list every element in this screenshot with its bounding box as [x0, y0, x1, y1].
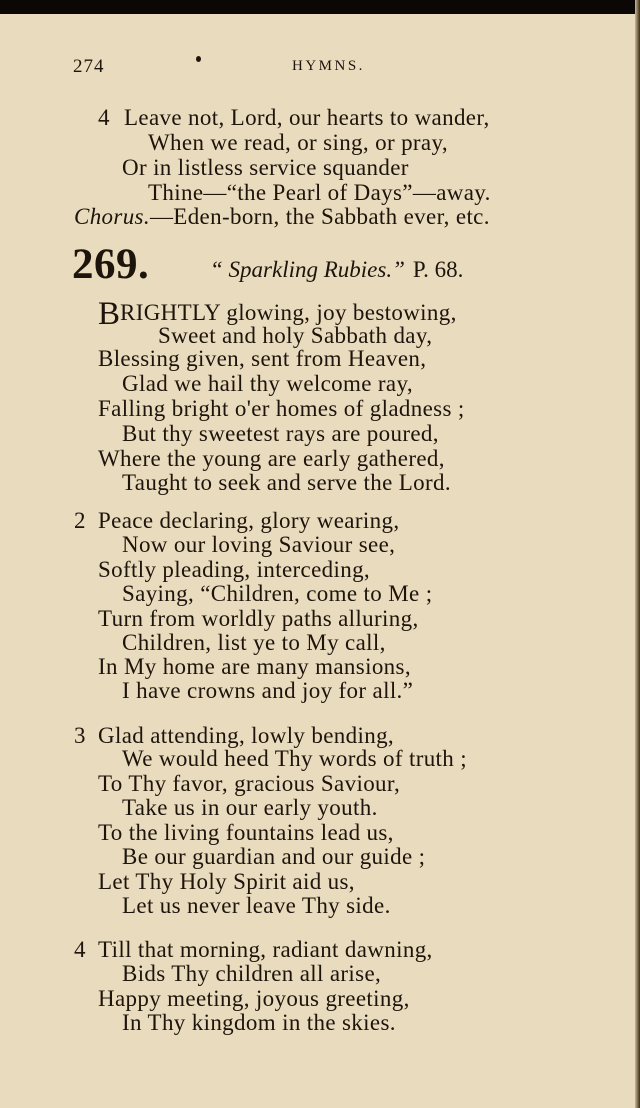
verse-line: Be our guardian and our guide ;	[122, 844, 426, 869]
verse-number: 3	[74, 723, 86, 748]
verse-line: We would heed Thy words of truth ;	[122, 746, 467, 771]
tune-page: P. 68.	[412, 257, 464, 282]
verse-line: Blessing given, sent from Heaven,	[98, 346, 427, 371]
verse-line: Happy meeting, joyous greeting,	[98, 986, 410, 1011]
ink-speck	[196, 56, 201, 62]
verse-line: In My home are many mansions,	[98, 654, 411, 679]
tune-name: “ Sparkling Rubies.”	[210, 257, 405, 282]
chorus-line	[74, 204, 490, 229]
page-number: 274	[73, 56, 105, 77]
verse-line: Sweet and holy Sabbath day,	[158, 323, 433, 348]
verse-line: Turn from worldly paths alluring,	[98, 606, 419, 631]
verse-line: Peace declaring, glory wearing,	[98, 508, 400, 533]
verse-line: Let Thy Holy Spirit aid us,	[98, 869, 355, 894]
verse-line-text: RIGHTLY glowing, joy bestowing,	[120, 300, 457, 325]
chorus-label: Chorus.	[74, 204, 150, 229]
verse-line: Thine—“the Pearl of Days”—away.	[148, 180, 491, 205]
verse-line: Bids Thy children all arise,	[122, 961, 382, 986]
verse-line: Glad we hail thy welcome ray,	[122, 371, 413, 396]
page-top-edge	[0, 0, 640, 14]
verse-number: 4	[74, 937, 86, 962]
verse-number: 4	[98, 105, 110, 130]
tune-reference	[210, 257, 463, 283]
verse-line: Till that morning, radiant dawning,	[98, 937, 433, 962]
verse-line: Falling bright o'er homes of gladness ;	[98, 396, 465, 421]
verse-line: Let us never leave Thy side.	[122, 893, 391, 918]
verse-line: Saying, “Children, come to Me ;	[122, 581, 433, 606]
verse-line: To Thy favor, gracious Saviour,	[98, 771, 401, 796]
hymn-number: 269.	[72, 241, 150, 288]
running-title: HYMNS.	[292, 58, 365, 74]
verse-line: Now our loving Saviour see,	[122, 532, 396, 557]
verse-line: Leave not, Lord, our hearts to wander,	[124, 105, 490, 130]
verse-line: Take us in our early youth.	[122, 795, 378, 820]
page-right-edge	[635, 0, 640, 1108]
verse-line: Glad attending, lowly bending,	[98, 723, 395, 748]
drop-cap: B	[98, 296, 121, 332]
verse-number: 2	[74, 508, 86, 533]
chorus-text: —Eden-born, the Sabbath ever, etc.	[149, 204, 490, 229]
verse-line: Or in listless service squander	[122, 155, 409, 180]
verse-line: I have crowns and joy for all.”	[122, 678, 414, 703]
verse-line: When we read, or sing, or pray,	[148, 130, 448, 155]
verse-line: Taught to seek and serve the Lord.	[122, 470, 451, 495]
verse-line: To the living fountains lead us,	[98, 820, 394, 845]
verse-line: But thy sweetest rays are poured,	[122, 421, 439, 446]
verse-line: In Thy kingdom in the skies.	[122, 1010, 396, 1035]
verse-line: Children, list ye to My call,	[122, 630, 386, 655]
verse-line: Softly pleading, interceding,	[98, 557, 371, 582]
verse-line: Where the young are early gathered,	[98, 446, 445, 471]
